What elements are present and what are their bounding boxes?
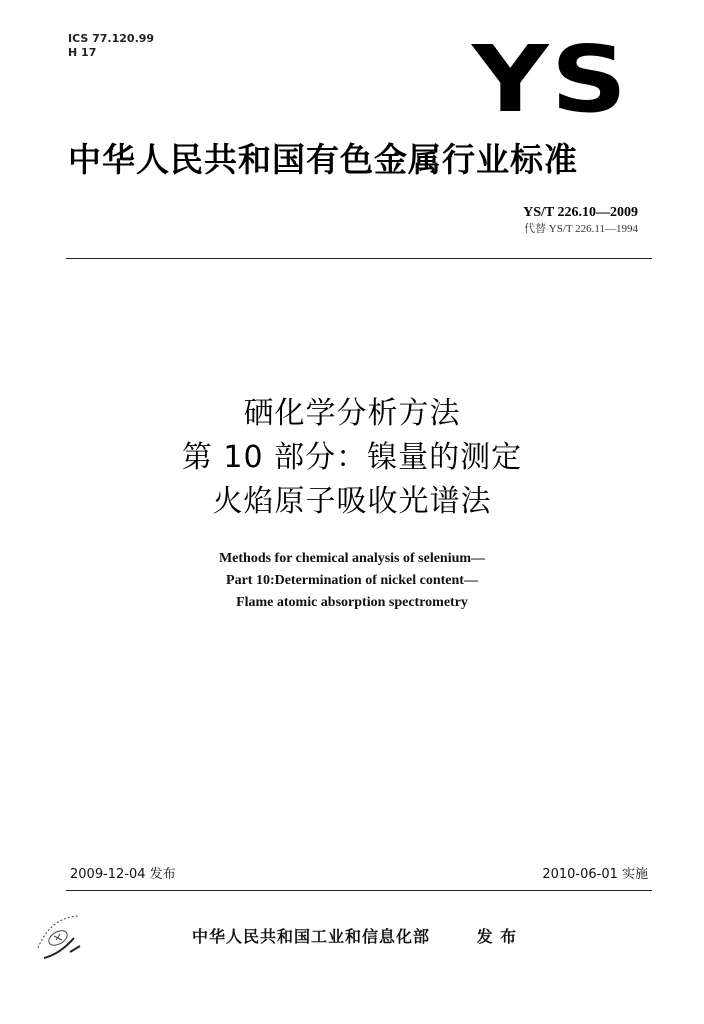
replaces-code: 代替 YS/T 226.11—1994 — [524, 223, 638, 235]
standard-category-title: 中华人民共和国有色金属行业标准 — [68, 140, 578, 179]
implementation-date: 2010-06-01 实施 — [542, 867, 648, 882]
issuer-name: 中华人民共和国工业和信息化部 — [192, 927, 431, 946]
stamp-icon — [30, 908, 90, 968]
english-title-line-3: Flame atomic absorption spectrometry — [236, 595, 468, 610]
chinese-title-line-1: 硒化学分析方法 — [243, 396, 461, 431]
standard-code: YS/T 226.10—2009 — [523, 205, 638, 220]
ys-logo: YS — [472, 26, 630, 133]
english-title-line-1: Methods for chemical analysis of selenium— — [218, 551, 486, 566]
issue-verb: 发 布 — [476, 927, 518, 946]
chinese-title-line-2: 第 10 部分：镍量的测定 — [181, 440, 523, 475]
ics-code-block — [68, 32, 154, 60]
standard-code-block — [523, 204, 638, 236]
top-divider — [66, 258, 652, 259]
issue-date: 2009-12-04 发布 — [70, 867, 176, 882]
bottom-divider — [66, 890, 652, 891]
english-title-line-2: Part 10:Determination of nickel content— — [226, 573, 478, 588]
ics-code: ICS 77.120.99 — [68, 32, 155, 45]
chinese-title — [0, 392, 704, 524]
classification-code: H 17 — [68, 46, 97, 59]
english-title — [0, 548, 704, 614]
issuer-line — [192, 926, 517, 948]
chinese-title-line-3: 火焰原子吸收光谱法 — [212, 484, 492, 519]
